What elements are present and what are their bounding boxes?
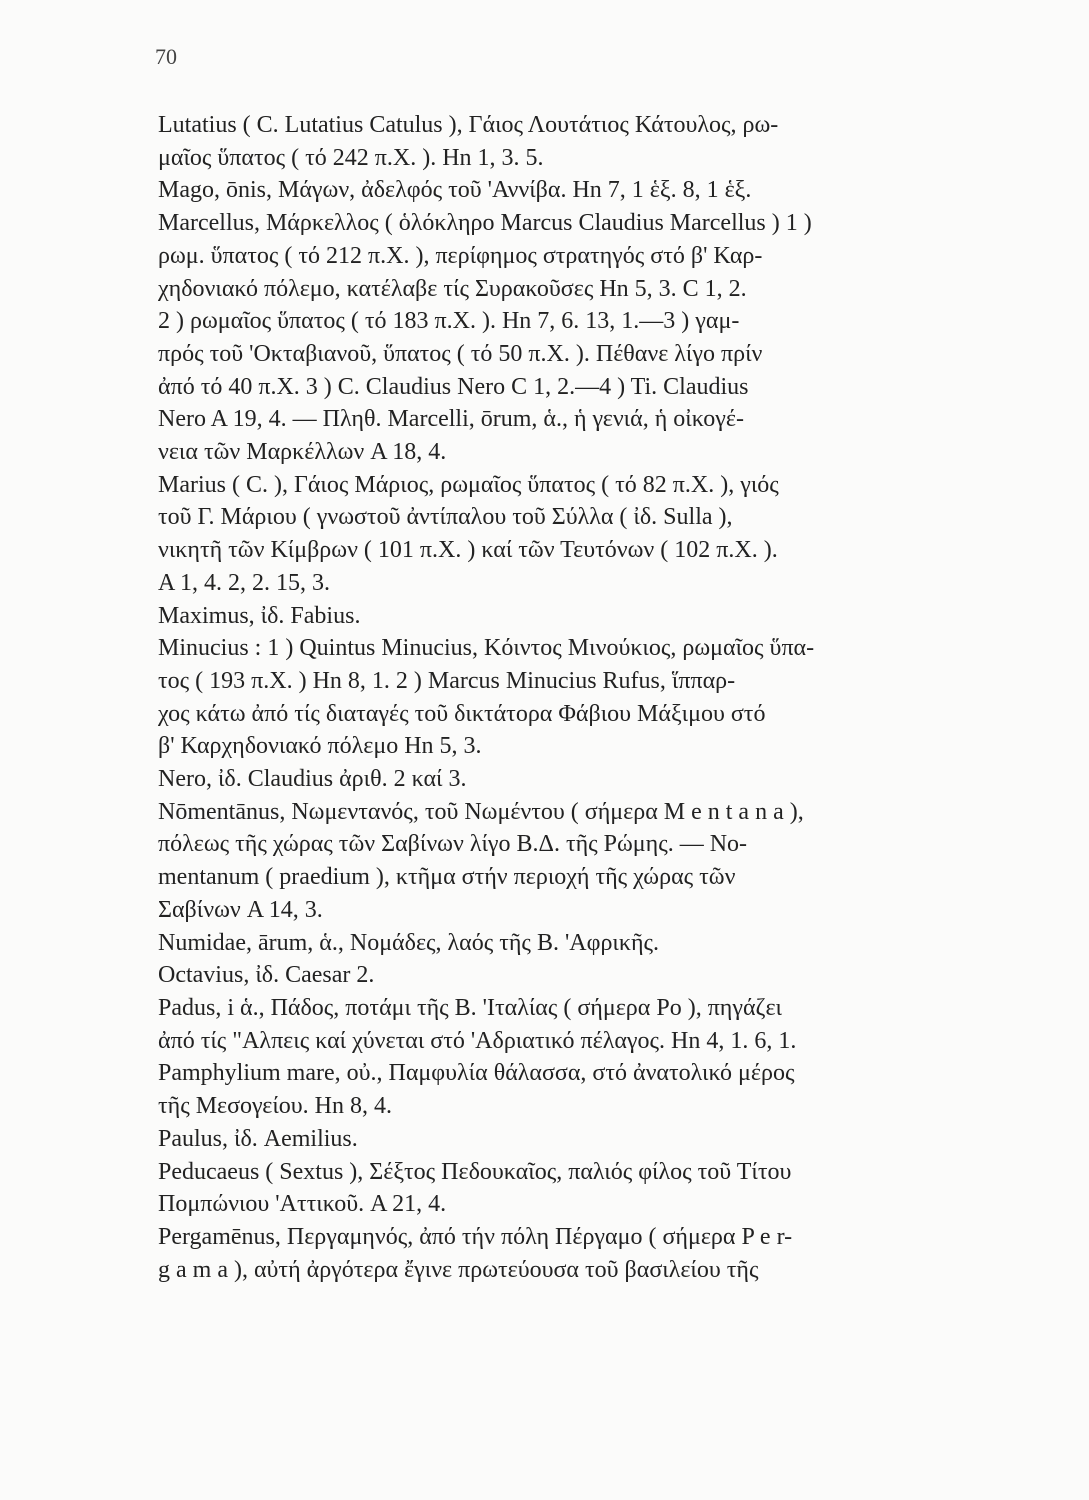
entry-line: Marcellus, Μάρκελλος ( ὁλόκληρο Marcus Claudius Marcellus ) 1 ): [158, 210, 812, 237]
glossary-entry: [158, 763, 1008, 796]
entry-line: χηδονιακό πόλεμο, κατέλαβε τίς Συρακοῦσες Hn 5, 3. C 1, 2.: [158, 275, 747, 302]
entry-line: Padus, i ἁ., Πάδος, ποτάμι τῆς Β. 'Ιταλίας ( σήμερα Po ), πηγάζει: [158, 994, 783, 1021]
entry-line: ἀπό τίς "Αλπεις καί χύνεται στό 'Αδριατικό πέλαγος. Hn 4, 1. 6, 1.: [158, 1027, 797, 1054]
entry-line: νεια τῶν Μαρκέλλων A 18, 4.: [158, 439, 447, 466]
glossary-entry: [158, 469, 1008, 600]
entry-line: μαῖος ὕπατος ( τό 242 π.Χ. ). Hn 1, 3. 5.: [158, 144, 544, 171]
entry-line: Numidae, ārum, ἁ., Νομάδες, λαός τῆς Β. 'Αφρικῆς.: [158, 929, 660, 956]
glossary-entries: [158, 109, 1008, 1286]
glossary-entry: [158, 927, 1008, 960]
entry-line: mentanum ( praedium ), κτῆμα στήν περιοχή τῆς χώρας τῶν: [158, 864, 736, 891]
entry-line: χος κάτω ἀπό τίς διαταγές τοῦ δικτάτορα Φάβιου Μάξιμου στό: [158, 700, 766, 727]
glossary-entry: [158, 109, 1008, 174]
entry-line: Marius ( C. ), Γάιος Μάριος, ρωμαῖος ὕπατος ( τό 82 π.Χ. ), γιός: [158, 471, 779, 498]
entry-line: ἀπό τό 40 π.Χ. 3 ) C. Claudius Nero C 1, 2.—4 ) Ti. Claudius: [158, 373, 749, 400]
entry-line: Σαβίνων A 14, 3.: [158, 896, 323, 923]
entry-line: Lutatius ( C. Lutatius Catulus ), Γάιος Λουτάτιος Κάτουλος, ρω-: [158, 112, 779, 138]
entry-line: β' Καρχηδονιακό πόλεμο Hn 5, 3.: [158, 733, 482, 760]
glossary-entry: [158, 1123, 1008, 1156]
entry-line: Nero A 19, 4. — Πληθ. Marcelli, ōrum, ἁ., ἡ γενιά, ἡ οἰκογέ-: [158, 406, 744, 433]
entry-line: Octavius, ἰδ. Caesar 2.: [158, 962, 375, 989]
entry-line: Pergamēnus, Περγαμηνός, ἀπό τήν πόλη Πέργαμο ( σήμερα P e r-: [158, 1223, 793, 1250]
entry-line: g a m a ), αὐτή ἀργότερα ἔγινε πρωτεύουσα τοῦ βασιλείου τῆς: [158, 1256, 759, 1283]
entry-line: Pamphylium mare, οὐ., Παμφυλία θάλασσα, στό ἀνατολικό μέρος: [158, 1060, 795, 1087]
entry-line: Πομπώνιου 'Αττικοῦ. A 21, 4.: [158, 1191, 447, 1218]
entry-line: πόλεως τῆς χώρας τῶν Σαβίνων λίγο Β.Δ. τῆς Ρώμης. — No-: [158, 831, 748, 858]
glossary-entry: [158, 796, 1008, 927]
entry-line: τοῦ Γ. Μάριου ( γνωστοῦ ἀντίπαλου τοῦ Σύλλα ( ἰδ. Sulla ),: [158, 504, 733, 531]
glossary-entry: [158, 207, 1008, 469]
entry-line: Nero, ἰδ. Claudius ἀριθ. 2 καί 3.: [158, 766, 467, 793]
glossary-entry: [158, 632, 1008, 763]
entry-line: νικητῆ τῶν Κίμβρων ( 101 π.Χ. ) καί τῶν Τευτόνων ( 102 π.Χ. ).: [158, 537, 778, 564]
entry-line: A 1, 4. 2, 2. 15, 3.: [158, 569, 331, 596]
glossary-entry: [158, 600, 1008, 633]
entry-line: Paulus, ἰδ. Aemilius.: [158, 1125, 358, 1152]
entry-line: Minucius : 1 ) Quintus Minucius, Κόιντος Μινούκιος, ρωμαῖος ὕπα-: [158, 635, 815, 662]
glossary-entry: [158, 1221, 1008, 1286]
entry-line: πρός τοῦ 'Οκταβιανοῦ, ὕπατος ( τό 50 π.Χ. ). Πέθανε λίγο πρίν: [158, 340, 763, 367]
page-number: 70: [155, 44, 177, 69]
entry-line: Nōmentānus, Νωμεντανός, τοῦ Νωμέντου ( σήμερα M e n t a n a ),: [158, 798, 804, 825]
glossary-entry: [158, 174, 1008, 207]
entry-line: τος ( 193 π.Χ. ) Hn 8, 1. 2 ) Marcus Minucius Rufus, ἵππαρ-: [158, 667, 736, 694]
entry-line: 2 ) ρωμαῖος ὕπατος ( τό 183 π.Χ. ). Hn 7, 6. 13, 1.—3 ) γαμ-: [158, 308, 740, 335]
glossary-entry: [158, 1156, 1008, 1221]
entry-line: Mago, ōnis, Μάγων, ἀδελφός τοῦ 'Αννίβα. Hn 7, 1 ἑξ. 8, 1 ἑξ.: [158, 177, 752, 204]
entry-line: ρωμ. ὕπατος ( τό 212 π.Χ. ), περίφημος στρατηγός στό β' Καρ-: [158, 242, 763, 269]
entry-line: τῆς Μεσογείου. Hn 8, 4.: [158, 1093, 392, 1120]
glossary-entry: [158, 959, 1008, 992]
entry-line: Peducaeus ( Sextus ), Σέξτος Πεδουκαῖος, παλιός φίλος τοῦ Τίτου: [158, 1158, 792, 1185]
glossary-entry: [158, 1057, 1008, 1122]
glossary-entry: [158, 992, 1008, 1057]
entry-line: Maximus, ἰδ. Fabius.: [158, 602, 361, 629]
